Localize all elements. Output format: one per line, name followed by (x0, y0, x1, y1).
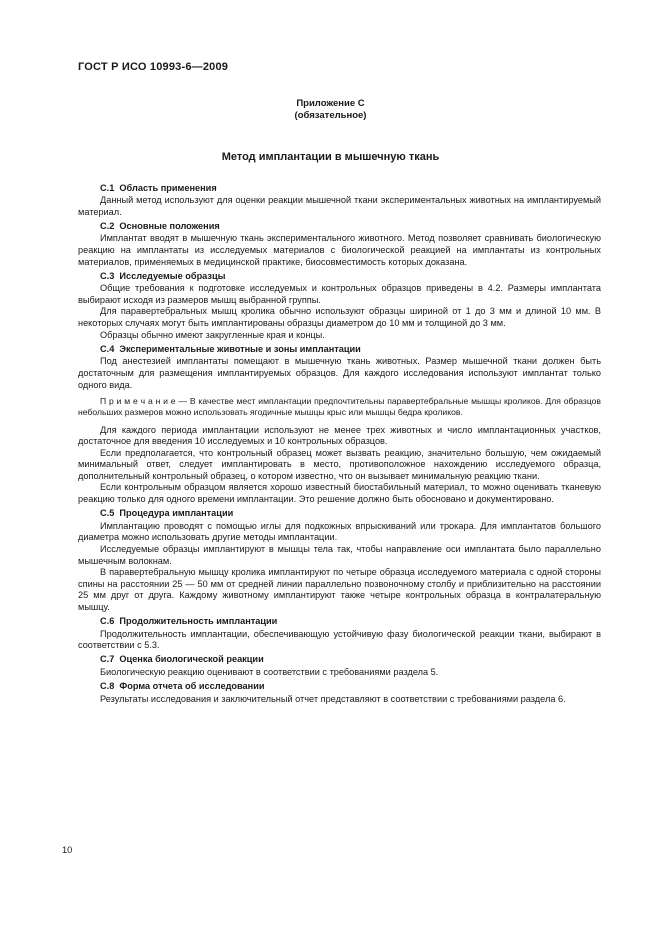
document-body (78, 180, 601, 705)
annex-block (0, 98, 661, 122)
page-title: Метод имплантации в мышечную ткань (221, 151, 440, 163)
section-heading-c8: С.8 Форма отчета об исследовании (100, 680, 265, 691)
section-heading-c3: С.3 Исследуемые образцы (100, 270, 226, 281)
paragraph: Результаты исследования и заключительный отчет представляют в соответствии с требованиями раздела 6. (100, 693, 566, 704)
section-heading-c7: С.7 Оценка биологической реакции (100, 654, 264, 665)
paragraph: Продолжительность имплантации, обеспечивающую устойчивую фазу биологической реакции ткани, выбирают в соответствии с 5.3. (78, 628, 601, 651)
paragraph: Для каждого периода имплантации используют не менее трех животных и число имплантационных участков, достаточное для введения 10 исследуемых и 10 контрольных образцов. (78, 424, 601, 447)
section-heading-c4: С.4 Экспериментальные животные и зоны имплантации (100, 343, 361, 354)
paragraph: Для паравертебральных мышц кролика обычно используют образцы шириной от 1 до 3 мм и длиной 10 мм. В некоторых случаях могут быть имплантированы образцы диаметром до 10 мм и толщиной до 3 мм. (78, 306, 601, 329)
section-heading-c2: С.2 Основные положения (100, 220, 220, 231)
paragraph: Имплантат вводят в мышечную ткань экспериментального животного. Метод позволяет сравнивать биологическую реакцию на имплантаты из исследуемых материалов с биологической реакцией на имплантаты из контрольных материалов, применяемых в медицинской практике, биосовместимость которых доказана. (78, 233, 601, 267)
section-heading-c1: С.1 Область применения (100, 182, 217, 193)
section-heading-c6: С.6 Продолжительность имплантации (100, 616, 278, 626)
note-paragraph: П р и м е ч а н и е — В качестве мест имплантации предпочтительны паравертебральные мышцы кроликов. Для образцов небольших размеров можно использовать ягодичные мышцы крыс или мышцы бедра кроликов. (78, 396, 601, 418)
paragraph: Данный метод используют для оценки реакции мышечной ткани экспериментальных животных на имплантируемый материал. (78, 195, 601, 217)
paragraph: Биологическую реакцию оценивают в соответствии с требованиями раздела 5. (100, 666, 439, 677)
paragraph: В паравертебральную мышцу кролика имплантируют по четыре образца исследуемого материала с одной стороны спины на расстоянии 25 — 50 мм от средней линии параллельно позвоночному столбу и приблизительно на расстоянии 25 мм друг от друга. Каждому животному имплантируют также четыре контрольных образца в контралатеральную мышцу. (78, 567, 601, 612)
annex-type: (обязательное) (294, 110, 367, 121)
paragraph: Образцы обычно имеют закругленные края и концы. (100, 329, 325, 340)
paragraph: Общие требования к подготовке исследуемых и контрольных образцов приведены в 4.2. Размеры имплантата выбирают исходя из размеров мышц выбранной группы. (78, 283, 601, 305)
annex-label: Приложение С (296, 98, 365, 109)
document-header: ГОСТ Р ИСО 10993-6—2009 (78, 61, 229, 73)
paragraph: Имплантацию проводят с помощью иглы для подкожных впрыскиваний или трокара. Для имплантатов большого диаметра можно использовать другие методы имплантации. (78, 520, 601, 543)
paragraph: Если предполагается, что контрольный образец может вызвать реакцию, значительно большую, чем ожидаемый минимальный ответ, следует имплантировать в место, противоположное нахождению исследуемого образца, дополнительный контрольный образец, о котором известно, что он вызывает минимальную реакцию ткани. (78, 447, 601, 481)
paragraph: Под анестезией имплантаты помещают в мышечную ткань животных. Размер мышечной ткани должен быть достаточным для размещения имплантируемых образцов. Для каждого исследования используют имплантат только одного вида. (78, 356, 601, 390)
section-heading-c5: С.5 Процедура имплантации (100, 508, 234, 519)
page-number: 10 (62, 845, 73, 855)
paragraph: Исследуемые образцы имплантируют в мышцы тела так, чтобы направление оси имплантата было параллельно мышечным волокнам. (78, 543, 601, 566)
paragraph: Если контрольным образцом является хорошо известный биостабильный материал, то можно оценивать тканевую реакцию только для одного времени имплантации. Это решение должно быть обосновано и документировано. (78, 482, 601, 505)
